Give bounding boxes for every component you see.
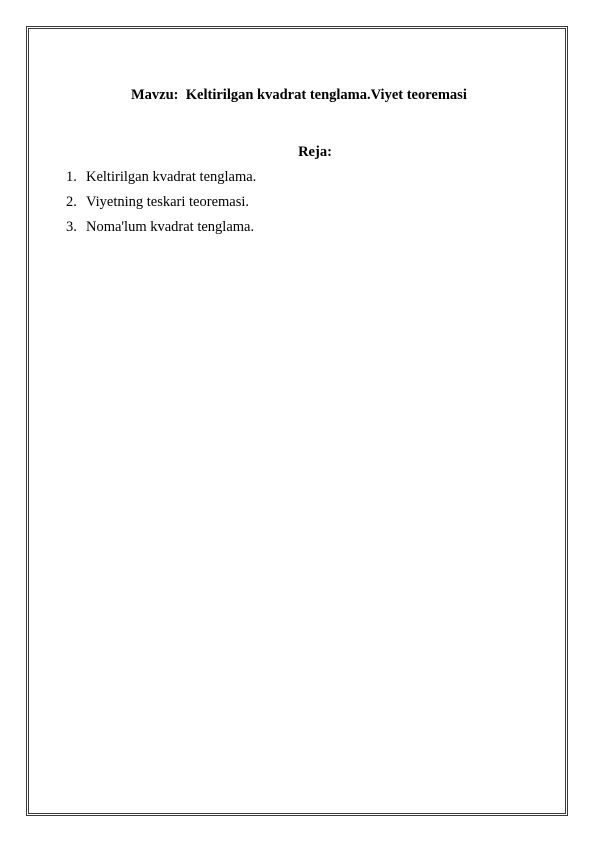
plan-item-number: 3. [66, 219, 77, 235]
plan-item-number: 1. [66, 169, 77, 185]
plan-item [66, 193, 256, 218]
plan-item [66, 168, 256, 193]
plan-heading: Reja: [298, 144, 332, 160]
plan-item-number: 2. [66, 194, 77, 210]
plan-item-text: Keltirilgan kvadrat tenglama. [86, 169, 257, 185]
plan-list [66, 168, 256, 243]
plan-item-text: Viyetning teskari teoremasi. [86, 194, 250, 210]
plan-item [66, 218, 256, 243]
document-title: Mavzu: Keltirilgan kvadrat tenglama.Viyet teoremasi [131, 87, 467, 103]
plan-item-text: Noma'lum kvadrat tenglama. [86, 219, 255, 235]
